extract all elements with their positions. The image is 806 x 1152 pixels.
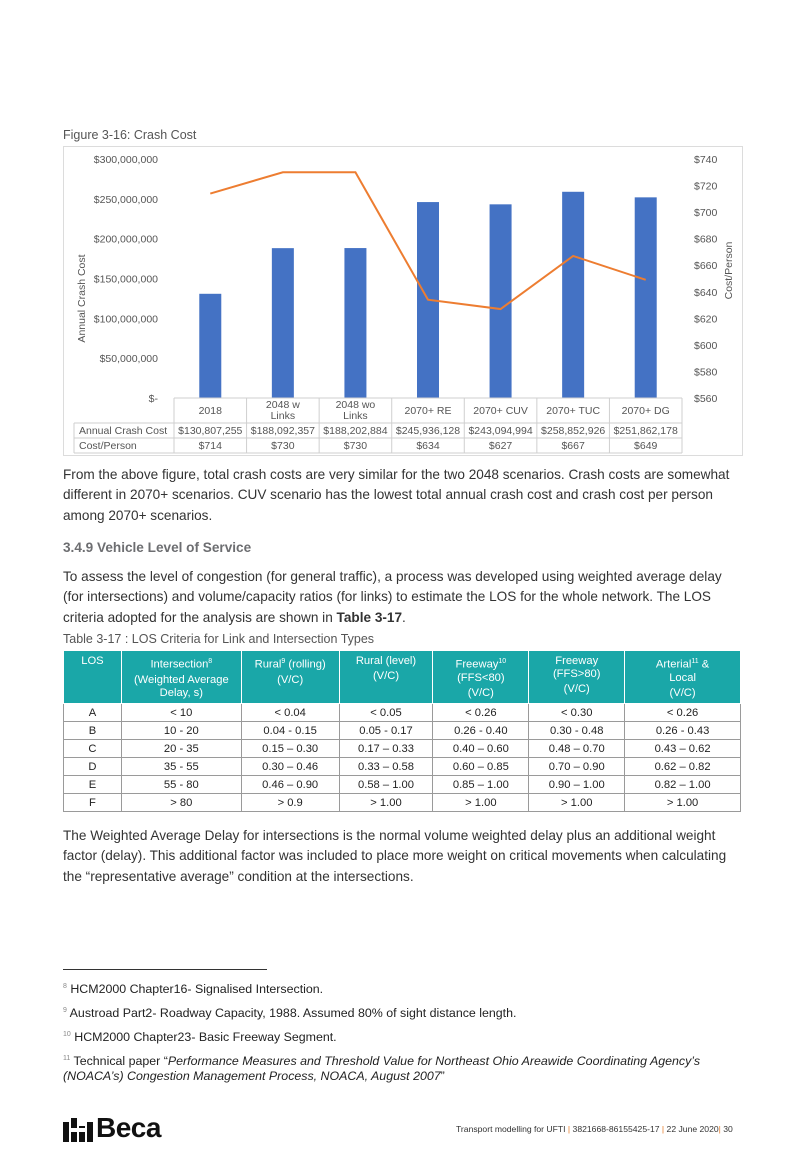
cell: 0.90 – 1.00 xyxy=(529,776,625,794)
page-footer xyxy=(456,1124,733,1134)
cell: 0.60 – 0.85 xyxy=(433,758,529,776)
cell-los: F xyxy=(64,794,122,812)
x-tick-label: 2048 w xyxy=(265,399,300,411)
paragraph-los-intro xyxy=(63,567,743,628)
y-tick-label: $- xyxy=(148,393,158,405)
cell: 0.58 – 1.00 xyxy=(339,776,433,794)
data-label: $188,092,357 xyxy=(250,425,315,437)
cell: 10 - 20 xyxy=(121,722,241,740)
y2-tick-label: $700 xyxy=(694,207,718,220)
y-tick-label: $100,000,000 xyxy=(93,313,158,326)
cell-los: E xyxy=(64,776,122,794)
table-reference-link: Table 3-17 xyxy=(336,609,403,625)
footer-separator: | xyxy=(718,1124,721,1134)
cell: < 10 xyxy=(121,704,241,722)
cell: 0.26 - 0.43 xyxy=(625,722,741,740)
footnote-9: $^9$ Austroad Part2- Roadway Capacity, 1988. Assumed 80% of sight distance length. xyxy=(63,1006,517,1021)
paragraph-weighted-delay: The Weighted Average Delay for intersections is the normal volume weighted delay plus an additional weight factor (delay). This additional factor was included to place more weight on critical movements when calculating the “representative average” condition at the intersections. xyxy=(63,828,727,884)
cell: 0.17 – 0.33 xyxy=(339,740,433,758)
bar-annual-crash-cost xyxy=(199,294,221,398)
y2-tick-label: $720 xyxy=(694,180,718,193)
x-tick-label: 2070+ TUC xyxy=(546,405,601,417)
cell-los: A xyxy=(64,704,122,722)
header-rural-level: Rural (level) (V/C) xyxy=(339,651,433,704)
footer-ref: 3821668-86155425-17 xyxy=(572,1124,660,1134)
cell: 35 - 55 xyxy=(121,758,241,776)
table-row xyxy=(64,722,741,740)
x-tick-label: 2018 xyxy=(198,405,222,417)
data-table-series-name: Annual Crash Cost xyxy=(79,425,168,437)
data-label: $667 xyxy=(561,440,585,452)
cell: < 0.26 xyxy=(625,704,741,722)
y-tick-label: $200,000,000 xyxy=(93,233,158,246)
y-tick-label: $300,000,000 xyxy=(93,154,158,166)
cell: 0.62 – 0.82 xyxy=(625,758,741,776)
data-label: $243,094,994 xyxy=(468,425,533,437)
beca-mark-icon xyxy=(63,1118,93,1144)
data-label: $245,936,128 xyxy=(395,425,461,437)
y-tick-label: $150,000,000 xyxy=(93,273,158,286)
paragraph-los-end: . xyxy=(402,609,406,625)
table-row xyxy=(64,758,741,776)
x-tick-label: Links xyxy=(343,410,368,422)
cell: 0.70 – 0.90 xyxy=(529,758,625,776)
x-tick-label: Links xyxy=(270,410,296,422)
y2-axis-title: Cost/Person xyxy=(723,241,735,300)
data-label: $730 xyxy=(343,440,368,452)
los-criteria-table xyxy=(63,650,741,812)
cell: 0.04 - 0.15 xyxy=(241,722,339,740)
cell: 0.40 – 0.60 xyxy=(433,740,529,758)
cell: 0.43 – 0.62 xyxy=(625,740,741,758)
x-tick-label: 2048 wo xyxy=(335,399,376,411)
header-los: LOS xyxy=(64,651,122,704)
crash-cost-chart xyxy=(63,146,743,456)
bar-annual-crash-cost xyxy=(490,204,512,398)
y-axis-title: Annual Crash Cost xyxy=(76,254,88,343)
cell-los: B xyxy=(64,722,122,740)
footer-separator: | xyxy=(567,1124,571,1134)
cell: 0.30 - 0.48 xyxy=(529,722,625,740)
cell: < 0.30 xyxy=(529,704,625,722)
data-label: $634 xyxy=(416,440,440,452)
table-header-row xyxy=(64,651,741,704)
bar-annual-crash-cost xyxy=(344,248,366,398)
cell: < 0.26 xyxy=(433,704,529,722)
cell: 0.48 – 0.70 xyxy=(529,740,625,758)
footnote-8: $^8$ HCM2000 Chapter16- Signalised Intersection. xyxy=(63,982,324,997)
footnote-10: $^{10}$ HCM2000 Chapter23- Basic Freeway Segment. xyxy=(63,1030,337,1045)
x-tick-label: 2070+ CUV xyxy=(473,405,528,417)
table-row xyxy=(64,776,741,794)
data-label: $730 xyxy=(271,440,295,452)
cell: > 0.9 xyxy=(241,794,339,812)
cell: > 1.00 xyxy=(625,794,741,812)
x-tick-label: 2070+ RE xyxy=(404,405,452,417)
bar-annual-crash-cost xyxy=(272,248,294,398)
data-label: $714 xyxy=(198,440,222,452)
bar-annual-crash-cost xyxy=(562,192,584,398)
footnote-11: $^{11}$ Technical paper “Performance Measures and Threshold Value for Northeast Ohio Areawide Coordinating Agency’s (NOACA’s) Congestion Management Process, NOACA, August 2007” xyxy=(63,1054,701,1084)
cell: > 80 xyxy=(121,794,241,812)
header-arterial-local: Arterial$^{11}$ & Local (V/C) xyxy=(625,651,741,704)
data-label: $649 xyxy=(634,440,658,452)
y-tick-label: $250,000,000 xyxy=(93,193,158,206)
cell: 0.82 – 1.00 xyxy=(625,776,741,794)
y2-tick-label: $740 xyxy=(694,154,718,166)
cell: < 0.05 xyxy=(339,704,433,722)
y2-tick-label: $660 xyxy=(694,260,718,273)
table-row xyxy=(64,704,741,722)
footer-separator: | xyxy=(661,1124,665,1134)
footnote-separator xyxy=(63,969,267,970)
paragraph-los-text: To assess the level of congestion (for general traffic), a process was developed using weighted average delay (for intersections) and volume/capacity ratios (for links) to estimate the LOS for the whole network. The LOS criteria adopted for the analysis are shown in xyxy=(63,569,722,625)
header-freeway-ffs-lt80: Freeway$^{10}$ (FFS<80) (V/C) xyxy=(433,651,529,704)
table-row xyxy=(64,794,741,812)
beca-wordmark: Beca xyxy=(96,1112,161,1143)
y2-tick-label: $560 xyxy=(694,393,718,405)
cell: 0.46 – 0.90 xyxy=(241,776,339,794)
data-label: $251,862,178 xyxy=(613,425,678,437)
cell: 0.33 – 0.58 xyxy=(339,758,433,776)
cell-los: D xyxy=(64,758,122,776)
chart-canvas xyxy=(64,147,742,455)
cell: > 1.00 xyxy=(339,794,433,812)
header-intersection: Intersection$^8$ (Weighted Average Delay, s) xyxy=(121,651,241,704)
bar-annual-crash-cost xyxy=(635,197,657,398)
y2-tick-label: $620 xyxy=(694,313,718,326)
y-tick-label: $50,000,000 xyxy=(99,353,158,366)
data-label: $130,807,255 xyxy=(178,425,243,437)
header-freeway-ffs-gt80: Freeway (FFS>80) (V/C) xyxy=(529,651,625,704)
table-caption: Table 3-17 : LOS Criteria for Link and Intersection Types xyxy=(63,632,375,646)
cell: > 1.00 xyxy=(433,794,529,812)
footer-page-number: 30 xyxy=(723,1124,733,1134)
cell: 55 - 80 xyxy=(121,776,241,794)
header-rural-rolling: Rural$^9$ (rolling) (V/C) xyxy=(241,651,339,704)
section-heading: 3.4.9 Vehicle Level of Service xyxy=(63,540,252,555)
cell: 0.30 – 0.46 xyxy=(241,758,339,776)
y2-tick-label: $640 xyxy=(694,286,718,299)
cell: > 1.00 xyxy=(529,794,625,812)
data-label: $258,852,926 xyxy=(541,425,606,437)
figure-caption: Figure 3-16: Crash Cost xyxy=(63,128,197,142)
cell: 20 - 35 xyxy=(121,740,241,758)
data-table-series-name: Cost/Person xyxy=(79,440,137,452)
cell: < 0.04 xyxy=(241,704,339,722)
footer-doc-title: Transport modelling for UFTI xyxy=(456,1124,566,1134)
y2-tick-label: $600 xyxy=(694,339,718,352)
paragraph-crash-summary: From the above figure, total crash costs are very similar for the two 2048 scenarios. Crash costs are somewhat different in 2070+ scenarios. CUV scenario has the lowest total annual crash cost and crash cost per person among 2070+ scenarios. xyxy=(63,467,730,523)
data-label: $627 xyxy=(488,440,513,452)
cell: 0.05 - 0.17 xyxy=(339,722,433,740)
table-row xyxy=(64,740,741,758)
cell-los: C xyxy=(64,740,122,758)
y2-tick-label: $580 xyxy=(694,366,718,379)
footer-date: 22 June 2020 xyxy=(666,1124,719,1134)
cell: 0.26 - 0.40 xyxy=(433,722,529,740)
cell: 0.85 – 1.00 xyxy=(433,776,529,794)
y2-tick-label: $680 xyxy=(694,233,718,246)
data-label: $188,202,884 xyxy=(323,425,388,437)
cell: 0.15 – 0.30 xyxy=(241,740,339,758)
x-tick-label: 2070+ DG xyxy=(621,405,670,417)
